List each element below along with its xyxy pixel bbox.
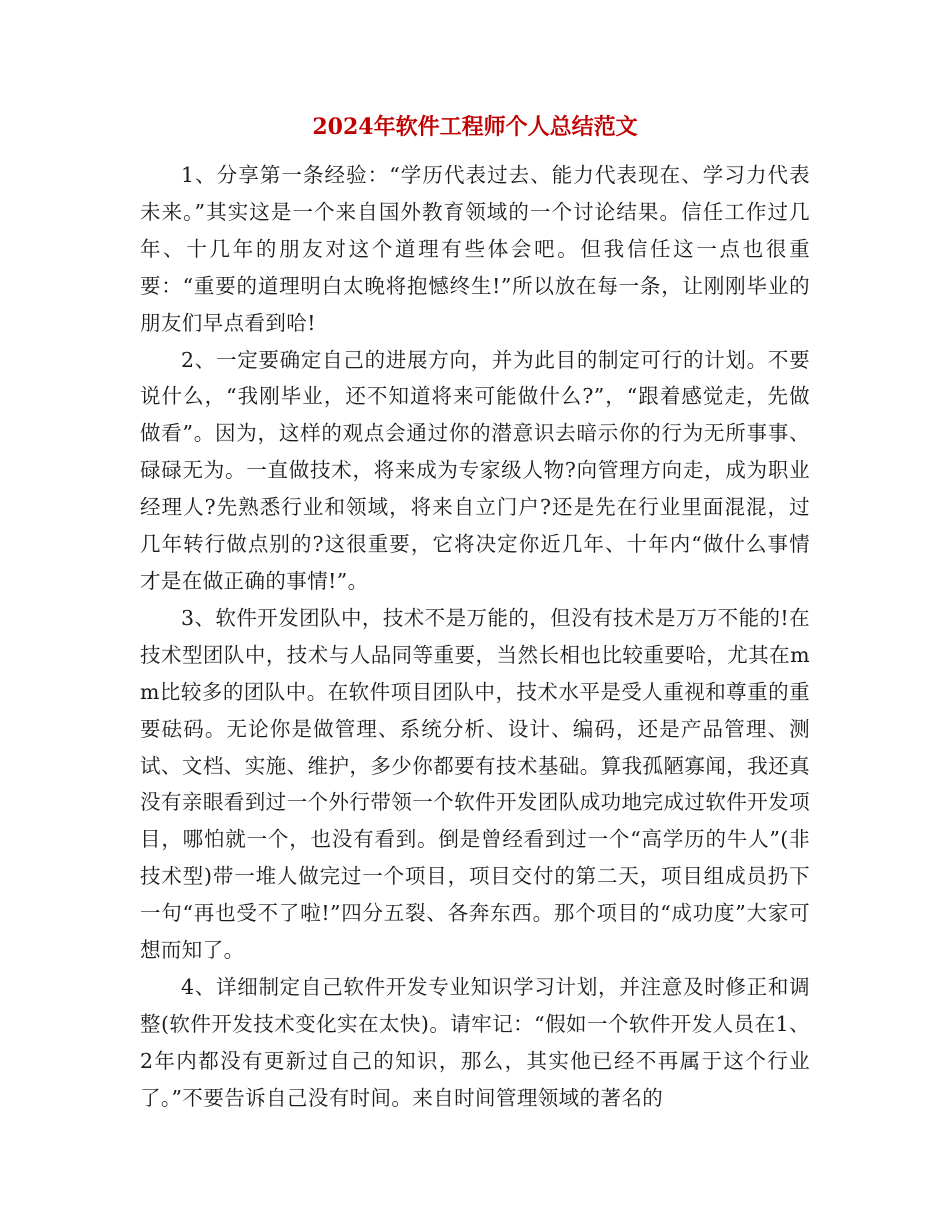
document-body [140,157,810,1117]
paragraph-2: 2、一定要确定自己的进展方向，并为此目的制定可行的计划。不要说什么，“我刚毕业，还不知道将来可能做什么?”，“跟着感觉走，先做做看”。因为，这样的观点会通过你的潜意识去暗示你的行为无所事事、碌碌无为。一直做技术，将来成为专家级人物?向管理方向走，成为职业经理人?先熟悉行业和领域，将来自立门户?还是先在行业里面混混，过几年转行做点别的?这很重要，它将决定你近几年、十年内“做什么事情才是在做正确的事情!”。 [140,347,810,593]
paragraph-4: 4、详细制定自己软件开发专业知识学习计划，并注意及时修正和调整(软件开发技术变化实在太快)。请牢记：“假如一个软件开发人员在1、2年内都没有更新过自己的知识，那么，其实他已经不再属于这个行业了。”不要告诉自己没有时间。来自时间管理领域的著名的 [140,974,810,1110]
paragraph-3: 3、软件开发团队中，技术不是万能的，但没有技术是万万不能的!在技术型团队中，技术与人品同等重要，当然长相也比较重要哈，尤其在mm比较多的团队中。在软件项目团队中，技术水平是受人重视和尊重的重要砝码。无论你是做管理、系统分析、设计、编码，还是产品管理、测试、文档、实施、维护，多少你都要有技术基础。算我孤陋寡闻，我还真没有亲眼看到过一个外行带领一个软件开发团队成功地完成过软件开发项目，哪怕就一个，也没有看到。倒是曾经看到过一个“高学历的牛人”(非技术型)带一堆人做完过一个项目，项目交付的第二天，项目组成员扔下一句“再也受不了啦!”四分五裂、各奔东西。那个项目的“成功度”大家可想而知了。 [140,605,810,963]
document-title: 2024年软件工程师个人总结范文 [312,114,638,140]
paragraph-1: 1、分享第一条经验：“学历代表过去、能力代表现在、学习力代表未来。”其实这是一个来自国外教育领域的一个讨论结果。信任工作过几年、十几年的朋友对这个道理有些体会吧。但我信任这一点也很重要：“重要的道理明白太晚将抱憾终生!”所以放在每一条，让刚刚毕业的朋友们早点看到哈! [140,163,810,335]
